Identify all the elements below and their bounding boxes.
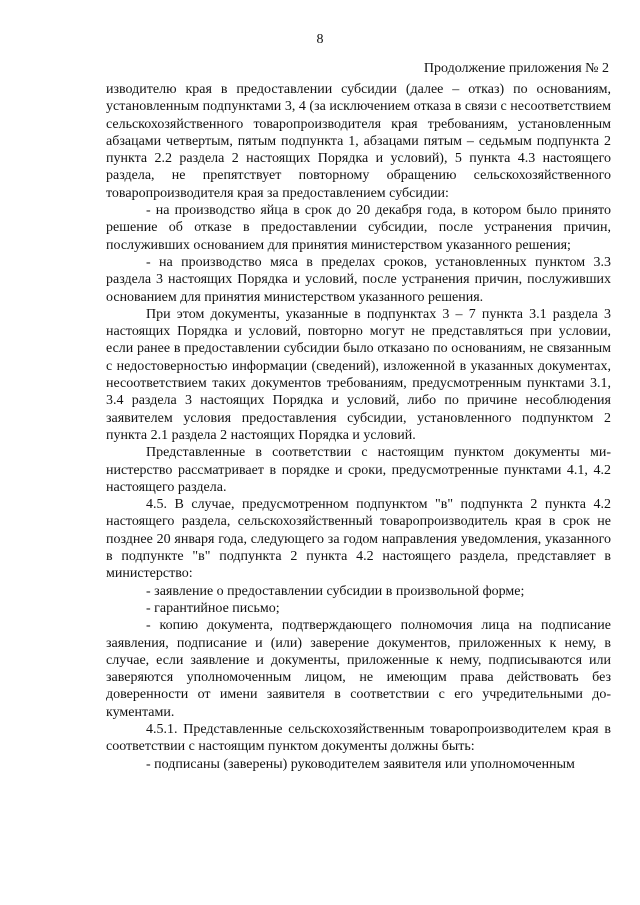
paragraph-refusal-continuation: изводителю края в предоставлении субсидии (далее – отказ) по основаниям, установленным подпунктами 3, 4 (за исключением отказа в связи с несоответствием сельскохозяйственного товаропроизводителя края требованиям, установленным абзацами четвертым, пятым подпункта 1, абзацами пятым – седьмым подпункта 2 пункта 2.2 раздела 2 настоящих Порядка и условий), 5 пункта 4.3 настоящего раздела, не препятствует повторному обращению сельскохозяйственного товаропроизводителя края за предоставлением субсидии: [106,82,611,201]
list-item-application: - заявление о предоставлении субсидии в произвольной форме; [146,583,525,599]
list-item-authority-copy: - копию документа, подтверждающего полномочия лица на подписание заявления, подписание и (или) заверение документов, приложенных к нему, в случае, если заявление и документы, приложенные к нему, подписываются или заверяются уполномоченным лицом, не имеющим права действовать без доверенности от имени заявителя в соответствии с его учредительными документами. [106,618,611,720]
paragraph-ministry-review: Представленные в соответствии с настоящим пунктом документы министерство рассматривает в порядке и сроки, предусмотренные пунктами 4.1, 4.2 настоящего раздела. [106,445,611,495]
list-item-signed: - подписаны (заверены) руководителем заявителя или уполномоченным [146,756,575,772]
document-body [106,81,611,773]
appendix-continuation-label: Продолжение приложения № 2 [423,61,609,76]
paragraph-4-5-1: 4.5.1. Представленные сельскохозяйственным товаропроизводителем края в соответствии с настоящим пунктом документы должны быть: [106,721,611,755]
paragraph-4-5: 4.5. В случае, предусмотренном подпунктом "в" подпункта 2 пункта 4.2 настоящего раздела, сельскохозяйственный товаропроизводитель края в срок не позднее 20 января года, следующего за годом направления уведомления, указанного в подпункте "в" подпункта 2 пункта 4.2 настоящего раздела, представляет в министерство: [106,497,611,582]
page-number: 8 [316,32,324,47]
paragraph-documents-resubmission: При этом документы, указанные в подпунктах 3 – 7 пункта 3.1 раздела 3 настоящих Порядка и условий, повторно могут не представляться при условии, если ранее в предоставлении субсидии было отказано по основаниям, не связанным с недостоверностью информации (сведений), изложенной в указанных документах, несоответствием таких документов требованиям, предусмотренным пунктами 3.1, 3.4 раздела 3 настоящих Порядка и условий, либо по причине несоблюдения заявителем условия предоставления субсидии, установленного подпунктом 2 пункта 2.1 раздела 2 настоящих Порядка и условий. [106,306,611,443]
list-item-guarantee-letter: - гарантийное письмо; [146,600,280,616]
paragraph-eggs-deadline: - на производство яйца в срок до 20 декабря года, в котором было принято решение об отказе в предоставлении субсидии, после устранения причин, послуживших основанием для принятия министерством указанного решения; [106,203,611,253]
paragraph-meat-deadline: - на производство мяса в пределах сроков, установленных пунктом 3.3 раздела 3 настоящих Порядка и условий, после устранения причин, послуживших основанием для принятия министерством указанного решения. [106,254,611,305]
